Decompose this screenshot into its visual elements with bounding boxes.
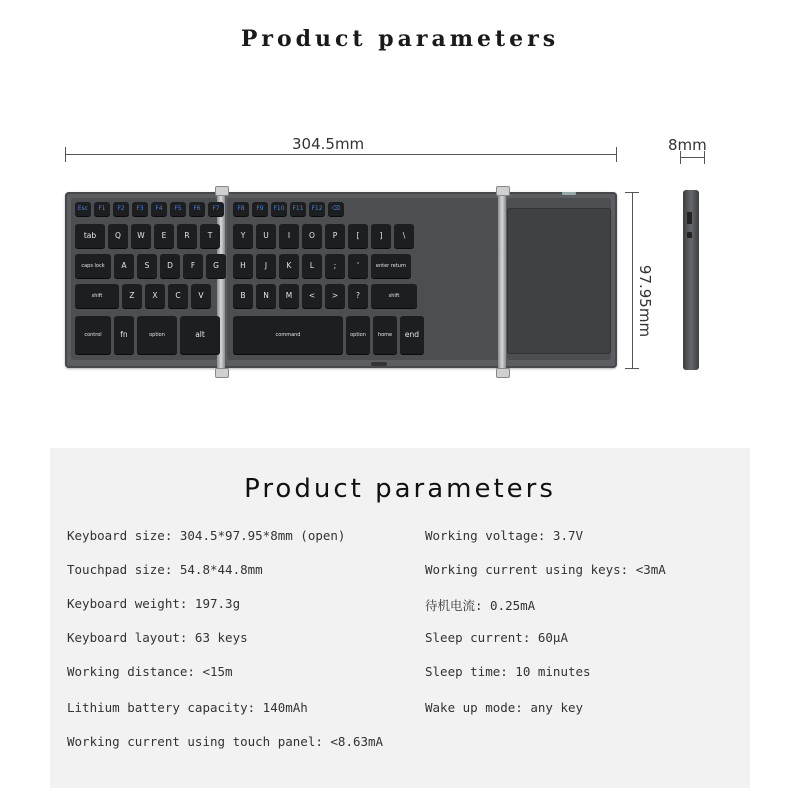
- key-0-9: F9: [252, 202, 268, 216]
- specs-panel: [50, 448, 750, 788]
- key-0-1: F1: [94, 202, 110, 216]
- power-button: [687, 212, 692, 224]
- key-3-0: shift: [75, 284, 119, 308]
- key-2-8: K: [279, 254, 299, 278]
- key-4-0: control: [75, 316, 111, 354]
- keyboard-image: [65, 192, 617, 368]
- key-3-7: M: [279, 284, 299, 308]
- spec-touch-current: Working current using touch panel: <8.63mA: [67, 734, 384, 749]
- key-1-6: Y: [233, 224, 253, 248]
- key-3-3: C: [168, 284, 188, 308]
- key-1-9: O: [302, 224, 322, 248]
- key-4-1: fn: [114, 316, 134, 354]
- key-4-4: command: [233, 316, 343, 354]
- key-2-9: L: [302, 254, 322, 278]
- key-1-0: tab: [75, 224, 105, 248]
- spec-key-current: Working current using keys: <3mA: [425, 562, 666, 577]
- keyboard-side-view: [683, 190, 699, 370]
- key-2-6: H: [233, 254, 253, 278]
- key-0-6: F6: [189, 202, 205, 216]
- spec-keyboard-size: Keyboard size: 304.5*97.95*8mm (open): [67, 528, 346, 543]
- hinge: [498, 190, 506, 372]
- key-2-3: D: [160, 254, 180, 278]
- key-0-3: F3: [132, 202, 148, 216]
- spec-battery-capacity: Lithium battery capacity: 140mAh: [67, 700, 308, 715]
- key-2-11: ': [348, 254, 368, 278]
- key-0-12: F12: [309, 202, 325, 216]
- top-switch: [562, 192, 576, 195]
- spec-sleep-current: Sleep current: 60μA: [425, 630, 568, 645]
- key-4-2: option: [137, 316, 177, 354]
- key-0-5: F5: [170, 202, 186, 216]
- key-4-7: end: [400, 316, 424, 354]
- key-3-9: >: [325, 284, 345, 308]
- charge-port: [687, 232, 692, 238]
- key-1-13: \: [394, 224, 414, 248]
- spec-working-voltage: Working voltage: 3.7V: [425, 528, 584, 543]
- key-2-0: caps lock: [75, 254, 111, 278]
- key-2-1: A: [114, 254, 134, 278]
- key-1-8: I: [279, 224, 299, 248]
- key-3-8: <: [302, 284, 322, 308]
- spec-keyboard-layout: Keyboard layout: 63 keys: [67, 630, 248, 645]
- width-label: 304.5mm: [292, 135, 365, 153]
- key-2-2: S: [137, 254, 157, 278]
- spec-keyboard-weight: Keyboard weight: 197.3g: [67, 596, 241, 611]
- key-0-7: F7: [208, 202, 224, 216]
- key-2-5: G: [206, 254, 226, 278]
- key-0-2: F2: [113, 202, 129, 216]
- spec-touchpad-size: Touchpad size: 54.8*44.8mm: [67, 562, 263, 577]
- spec-standby-current: 待机电流: 0.25mA: [425, 598, 536, 613]
- key-3-1: Z: [122, 284, 142, 308]
- key-3-5: B: [233, 284, 253, 308]
- key-2-4: F: [183, 254, 203, 278]
- spec-working-distance: Working distance: <15m: [67, 664, 233, 679]
- key-3-6: N: [256, 284, 276, 308]
- key-1-10: P: [325, 224, 345, 248]
- thickness-label: 8mm: [668, 136, 707, 154]
- key-1-3: E: [154, 224, 174, 248]
- key-0-4: F4: [151, 202, 167, 216]
- spec-sleep-time: Sleep time: 10 minutes: [425, 664, 591, 679]
- key-4-3: alt: [180, 316, 220, 354]
- key-3-10: ?: [348, 284, 368, 308]
- key-2-7: J: [256, 254, 276, 278]
- key-1-7: U: [256, 224, 276, 248]
- key-1-11: [: [348, 224, 368, 248]
- key-4-5: option: [346, 316, 370, 354]
- key-0-13: ⌫: [328, 202, 344, 216]
- key-1-1: Q: [108, 224, 128, 248]
- touchpad: [507, 208, 611, 354]
- key-4-6: home: [373, 316, 397, 354]
- key-1-5: T: [200, 224, 220, 248]
- height-label: 97.95mm: [636, 264, 654, 338]
- key-0-8: F8: [233, 202, 249, 216]
- key-0-0: Esc: [75, 202, 91, 216]
- page-title: Product parameters: [240, 26, 560, 52]
- key-3-4: V: [191, 284, 211, 308]
- key-3-11: shift: [371, 284, 417, 308]
- key-3-2: X: [145, 284, 165, 308]
- key-2-12: enter return: [371, 254, 411, 278]
- key-1-4: R: [177, 224, 197, 248]
- spec-wake-mode: Wake up mode: any key: [425, 700, 584, 715]
- key-0-10: F10: [271, 202, 287, 216]
- key-1-12: ]: [371, 224, 391, 248]
- specs-title: Product parameters: [244, 474, 556, 504]
- key-2-10: ;: [325, 254, 345, 278]
- key-1-2: W: [131, 224, 151, 248]
- key-0-11: F11: [290, 202, 306, 216]
